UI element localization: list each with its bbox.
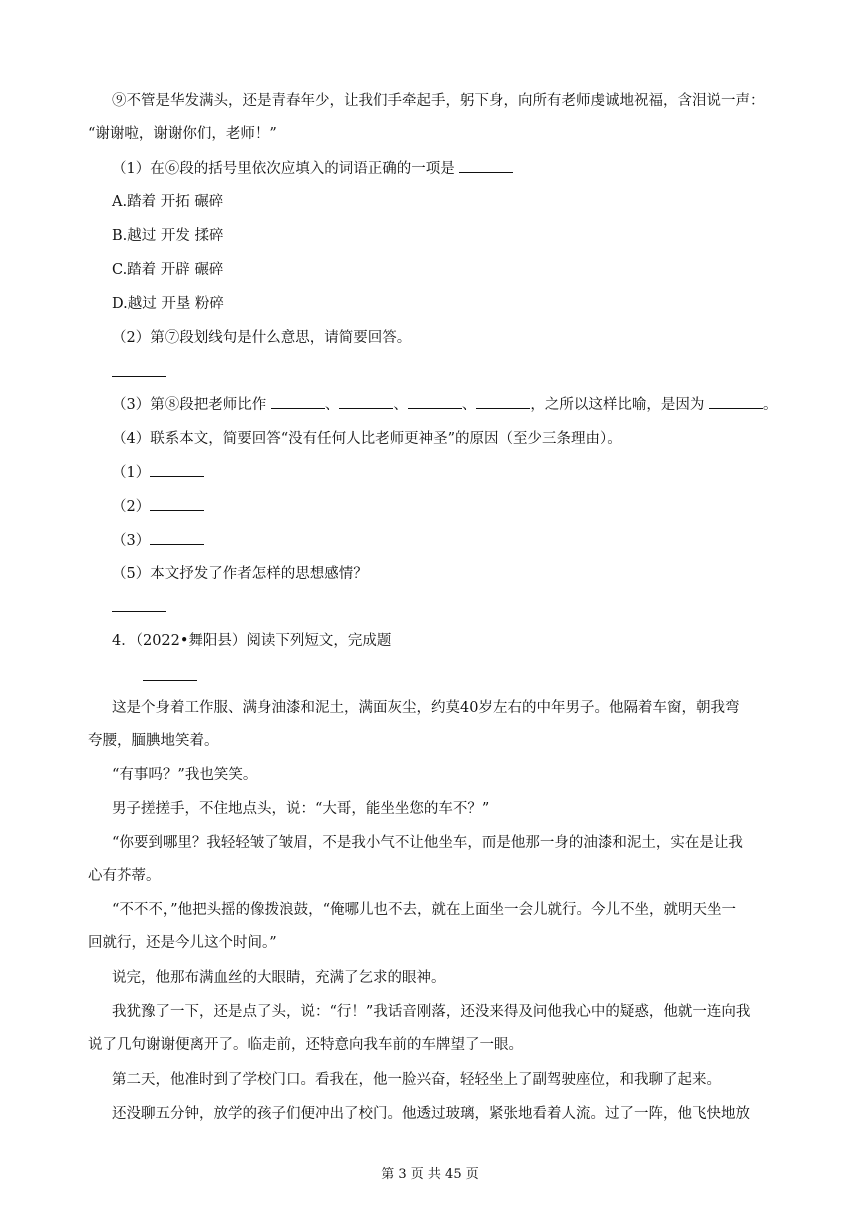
passage-para-1-line-1: 这是个身着工作服、满身油漆和泥土，满面灰尘，约莫40岁左右的中年男子。他隔着车窗，朝我弯 — [112, 700, 740, 716]
paragraph-9-line-2: “谢谢啦，谢谢你们，老师！” — [88, 126, 277, 142]
separator: 、 — [393, 397, 408, 413]
answer-blank — [339, 396, 393, 409]
page-footer: 第 3 页 共 45 页 — [381, 1167, 479, 1182]
answer-blank — [150, 532, 204, 545]
item-label: （1） — [112, 465, 151, 481]
passage-para-5-line-2: 回就行，还是今儿这个时间。” — [88, 935, 277, 951]
question-4-item-3 — [112, 532, 204, 550]
passage-para-7-line-2: 说了几句谢谢便离开了。临走前，还特意向我车前的车牌望了一眼。 — [88, 1037, 523, 1053]
question-4-item-2 — [112, 498, 204, 516]
question-2: （2）第⑦段划线句是什么意思，请简要回答。 — [112, 330, 412, 346]
passage-para-8: 第二天，他准时到了学校门口。看我在，他一脸兴奋，轻轻坐上了副驾驶座位，和我聊了起来。 — [112, 1072, 721, 1088]
passage-para-6: 说完，他那布满血丝的大眼睛，充满了乞求的眼神。 — [112, 970, 446, 986]
answer-blank — [150, 498, 204, 511]
answer-blank — [271, 396, 325, 409]
item-label: （2） — [112, 499, 151, 515]
item-label: （3） — [112, 533, 151, 549]
answer-blank — [459, 160, 513, 173]
question-3-text: （3）第⑧段把老师比作 — [112, 397, 271, 413]
question-1 — [112, 160, 513, 178]
answer-blank — [112, 611, 166, 612]
passage-para-4-line-1: “你要到哪里？我轻轻皱了皱眉，不是我小气不让他坐车，而是他那一身的油漆和泥土，实在是让我 — [112, 835, 743, 851]
answer-blank — [709, 396, 763, 409]
period: 。 — [762, 397, 778, 413]
answer-blank — [143, 680, 197, 681]
question-5: （5）本文抒发了作者怎样的思想感情？ — [112, 566, 368, 582]
separator: 、 — [461, 397, 477, 413]
question-1-text: （1）在⑥段的括号里依次应填入的词语正确的一项是 — [112, 161, 460, 177]
answer-blank — [408, 396, 462, 409]
question-3-text-mid: ，之所以这样比喻，是因为 — [530, 397, 709, 413]
option-c: C.踏着 开辟 碾碎 — [112, 262, 224, 278]
passage-para-9: 还没聊五分钟，放学的孩子们便冲出了校门。他透过玻璃，紧张地看着人流。过了一阵，他飞快地放 — [112, 1106, 750, 1122]
passage-para-2: “有事吗？”我也笑笑。 — [112, 767, 258, 783]
paragraph-9-line-1: ⑨不管是华发满头，还是青春年少，让我们手牵起手，躬下身，向所有老师虔诚地祝福，含泪说一声： — [112, 93, 765, 109]
option-b: B.越过 开发 揉碎 — [112, 228, 224, 244]
section-4-title: 4．（2022•舞阳县）阅读下列短文，完成题 — [112, 633, 392, 649]
passage-para-5-line-1: “不不不，”他把头摇的像拨浪鼓，“俺哪儿也不去，就在上面坐一会儿就行。今儿不坐，就明天坐一 — [112, 902, 736, 918]
option-a: A.踏着 开拓 碾碎 — [112, 194, 224, 210]
separator: 、 — [324, 397, 340, 413]
answer-blank — [476, 396, 530, 409]
question-3 — [112, 396, 777, 414]
answer-blank — [112, 376, 166, 377]
passage-para-1-line-2: 夸腰，腼腆地笑着。 — [88, 733, 219, 749]
passage-para-7-line-1: 我犹豫了一下，还是点了头，说：“行！”我话音刚落，还没来得及问他我心中的疑惑，他就一连向我 — [112, 1004, 751, 1020]
question-4: （4）联系本文，简要回答“没有任何人比老师更神圣”的原因（至少三条理由）。 — [112, 431, 622, 447]
passage-para-3: 男子搓搓手，不住地点头，说：“大哥，能坐坐您的车不？” — [112, 801, 490, 817]
question-4-item-1 — [112, 464, 204, 482]
option-d: D.越过 开垦 粉碎 — [112, 296, 224, 312]
passage-para-4-line-2: 心有芥蒂。 — [88, 868, 161, 884]
answer-blank — [150, 464, 204, 477]
